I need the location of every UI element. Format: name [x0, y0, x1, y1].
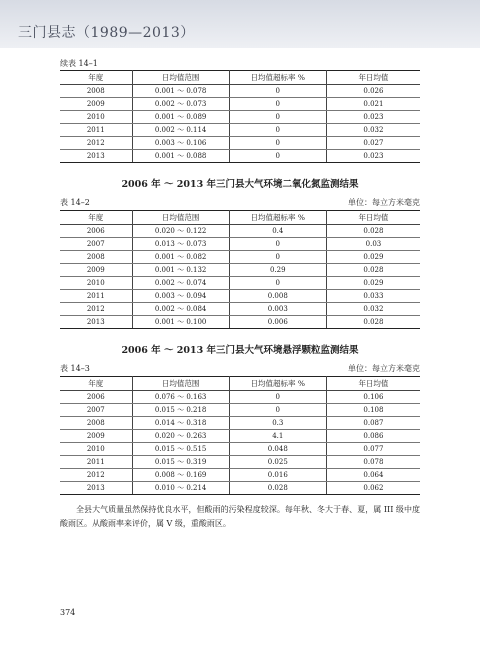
- table-cell: 0: [229, 277, 326, 290]
- table-header-row: [60, 211, 420, 225]
- column-header: 年日均值: [326, 377, 420, 391]
- table-cell: 0.002 ～ 0.073: [132, 98, 229, 111]
- table-row: [60, 85, 420, 98]
- column-header: 日均值范围: [132, 211, 229, 225]
- table-cell: 0.015 ～ 0.319: [132, 456, 229, 469]
- table-row: [60, 443, 420, 456]
- table-row: [60, 225, 420, 238]
- table-cell: 0.008 ～ 0.169: [132, 469, 229, 482]
- table-cell: 0.032: [326, 303, 420, 316]
- table-cell: 2013: [60, 150, 132, 163]
- table-cell: 0.025: [229, 456, 326, 469]
- table-cell: 2009: [60, 264, 132, 277]
- table-row: [60, 303, 420, 316]
- table-cell: 2007: [60, 238, 132, 251]
- table-cell: 0.002 ～ 0.084: [132, 303, 229, 316]
- table-row: [60, 391, 420, 404]
- table-cell: 2011: [60, 124, 132, 137]
- table-cell: 0.023: [326, 150, 420, 163]
- table-caption: 表 14–2: [60, 198, 90, 207]
- table-unit: 单位：每立方米毫克: [348, 198, 420, 207]
- table-cell: 0.106: [326, 391, 420, 404]
- table-cell: 2012: [60, 303, 132, 316]
- table-cell: 2012: [60, 469, 132, 482]
- table-cell: 0.062: [326, 482, 420, 495]
- table-cell: 0.028: [326, 225, 420, 238]
- table-row: [60, 456, 420, 469]
- table-cell: 0: [229, 111, 326, 124]
- table-heading: 2006 年 ～ 2013 年三门县大气环境悬浮颗粒监测结果: [121, 345, 359, 356]
- table-row: [60, 277, 420, 290]
- column-header: 年日均值: [326, 71, 420, 85]
- table-cell: 0: [229, 124, 326, 137]
- table-cell: 0.087: [326, 417, 420, 430]
- table-header-row: [60, 71, 420, 85]
- table-cell: 0.076 ～ 0.163: [132, 391, 229, 404]
- page-number: 374: [60, 608, 76, 617]
- table-cell: 0.008: [229, 290, 326, 303]
- column-header: 日均值范围: [132, 377, 229, 391]
- table-cell: 0.002 ～ 0.074: [132, 277, 229, 290]
- table-cell: 0: [229, 404, 326, 417]
- table-cell: 0.023: [326, 111, 420, 124]
- table-cell: 4.1: [229, 430, 326, 443]
- table-cell: 2009: [60, 430, 132, 443]
- table-cell: 0: [229, 85, 326, 98]
- table-cell: 0.001 ～ 0.078: [132, 85, 229, 98]
- table-row: [60, 316, 420, 329]
- table-row: [60, 430, 420, 443]
- table-cell: 0.3: [229, 417, 326, 430]
- table-cell: 0.077: [326, 443, 420, 456]
- table-cell: 0.026: [326, 85, 420, 98]
- table-cell: 0.028: [326, 264, 420, 277]
- table-cell: 0.078: [326, 456, 420, 469]
- table-row: [60, 251, 420, 264]
- table-cell: 0.002 ～ 0.114: [132, 124, 229, 137]
- table-cell: 0.003 ～ 0.094: [132, 290, 229, 303]
- table-cell: 0.015 ～ 0.515: [132, 443, 229, 456]
- table-cell: 0: [229, 391, 326, 404]
- table-row: [60, 111, 420, 124]
- table-cell: 0.027: [326, 137, 420, 150]
- table-cell: 0.006: [229, 316, 326, 329]
- table-cell: 2009: [60, 98, 132, 111]
- table-cell: 0: [229, 137, 326, 150]
- table-cell: 0: [229, 238, 326, 251]
- table-cell: 0.001 ～ 0.082: [132, 251, 229, 264]
- data-table: [60, 376, 420, 495]
- table-cell: 2007: [60, 404, 132, 417]
- table-cell: 0.013 ～ 0.073: [132, 238, 229, 251]
- table-cell: 2008: [60, 85, 132, 98]
- table-cell: 2012: [60, 137, 132, 150]
- table-cell: 0.064: [326, 469, 420, 482]
- table-row: [60, 469, 420, 482]
- table-cell: 2010: [60, 111, 132, 124]
- table-cell: 0.015 ～ 0.218: [132, 404, 229, 417]
- table-row: [60, 404, 420, 417]
- table-cell: 0.108: [326, 404, 420, 417]
- column-header: 年度: [60, 211, 132, 225]
- column-header: 年度: [60, 377, 132, 391]
- table-cell: 2008: [60, 417, 132, 430]
- table-cell: 0.029: [326, 251, 420, 264]
- table-unit: 单位：每立方米毫克: [348, 364, 420, 373]
- table-row: [60, 150, 420, 163]
- column-header: 年日均值: [326, 211, 420, 225]
- table-cell: 0.020 ～ 0.263: [132, 430, 229, 443]
- table-cell: 0.010 ～ 0.214: [132, 482, 229, 495]
- table-cell: 2010: [60, 443, 132, 456]
- table-cell: 0.020 ～ 0.122: [132, 225, 229, 238]
- column-header: 日均值超标率 %: [229, 377, 326, 391]
- table-header-row: [60, 377, 420, 391]
- table-cell: 2006: [60, 225, 132, 238]
- table-cell: 0: [229, 98, 326, 111]
- table-row: [60, 124, 420, 137]
- table-cell: 0.032: [326, 124, 420, 137]
- table-cell: 0.001 ～ 0.088: [132, 150, 229, 163]
- table-cell: 0.033: [326, 290, 420, 303]
- table-cell: 0.028: [326, 316, 420, 329]
- data-table: [60, 70, 420, 163]
- table-row: [60, 417, 420, 430]
- column-header: 日均值超标率 %: [229, 71, 326, 85]
- table-cell: 0.001 ～ 0.089: [132, 111, 229, 124]
- page-header-band: [0, 0, 480, 48]
- table-cell: 2013: [60, 316, 132, 329]
- table-cell: 0.003 ～ 0.106: [132, 137, 229, 150]
- table-cell: 2010: [60, 277, 132, 290]
- column-header: 年度: [60, 71, 132, 85]
- body-paragraph: 全县大气质量虽然保持优良水平，但酸雨的污染程度较深。每年秋、冬大于春、夏，属 III 级中度酸雨区。从酸雨率来评价，属 V 级，重酸雨区。: [60, 505, 420, 528]
- table-cell: 0.001 ～ 0.132: [132, 264, 229, 277]
- table-cell: 2013: [60, 482, 132, 495]
- table-row: [60, 264, 420, 277]
- table-cell: 0.029: [326, 277, 420, 290]
- table-cell: 0.021: [326, 98, 420, 111]
- table-cell: 0.4: [229, 225, 326, 238]
- table-cell: 0.014 ～ 0.318: [132, 417, 229, 430]
- table-row: [60, 137, 420, 150]
- table-cell: 0: [229, 251, 326, 264]
- table-cell: 0.048: [229, 443, 326, 456]
- column-header: 日均值超标率 %: [229, 211, 326, 225]
- table-cell: 0.29: [229, 264, 326, 277]
- table-cell: 0: [229, 150, 326, 163]
- table-cell: 0.003: [229, 303, 326, 316]
- table-cell: 2011: [60, 456, 132, 469]
- table-cell: 2008: [60, 251, 132, 264]
- column-header: 日均值范围: [132, 71, 229, 85]
- table-row: [60, 98, 420, 111]
- table-caption: 表 14–3: [60, 364, 90, 373]
- table-caption: 续表 14–1: [60, 59, 98, 68]
- table-cell: 0.03: [326, 238, 420, 251]
- table-row: [60, 238, 420, 251]
- table-cell: 2006: [60, 391, 132, 404]
- data-table: [60, 210, 420, 329]
- table-cell: 2011: [60, 290, 132, 303]
- table-cell: 0.001 ～ 0.100: [132, 316, 229, 329]
- table-cell: 0.016: [229, 469, 326, 482]
- table-row: [60, 290, 420, 303]
- book-title: 三门县志（1989—2013）: [18, 25, 195, 41]
- table-row: [60, 482, 420, 495]
- table-heading: 2006 年 ～ 2013 年三门县大气环境二氧化氮监测结果: [121, 179, 359, 190]
- table-cell: 0.028: [229, 482, 326, 495]
- table-cell: 0.086: [326, 430, 420, 443]
